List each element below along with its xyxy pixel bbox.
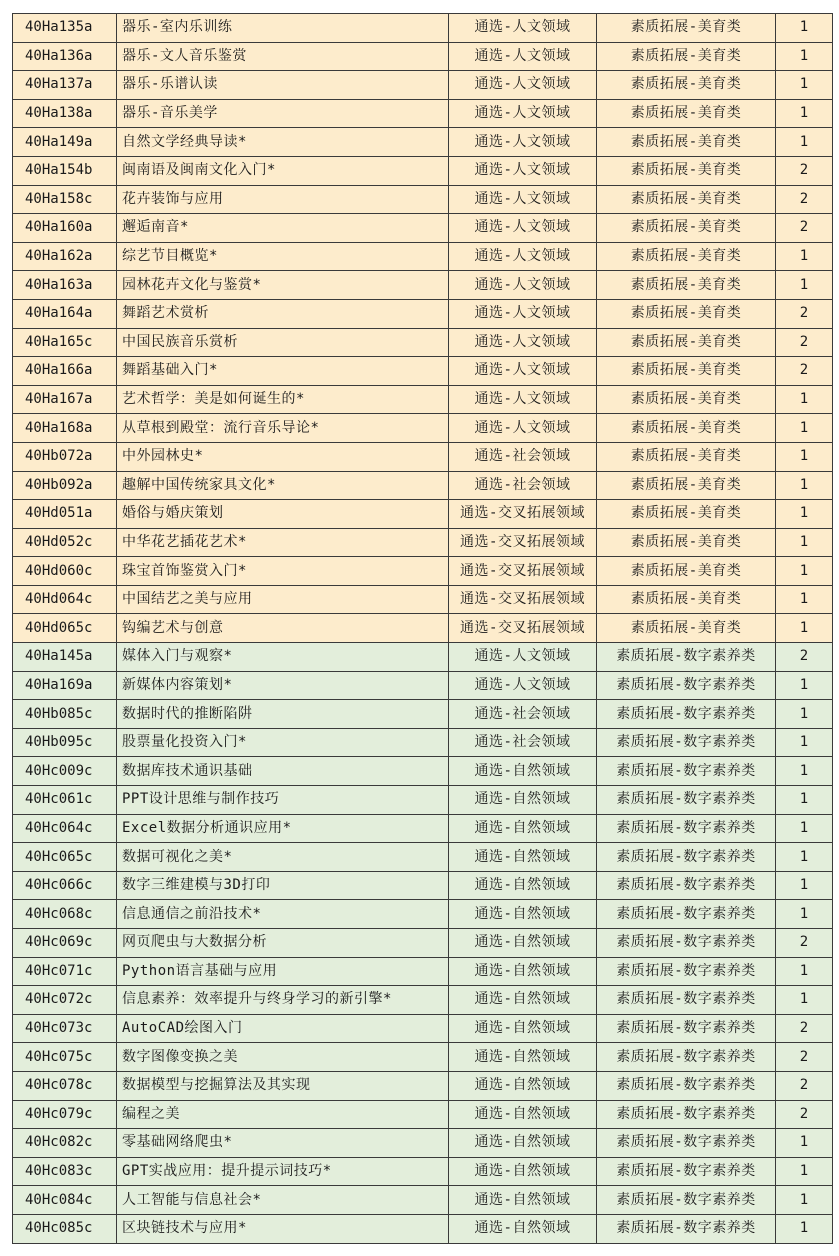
course-domain-cell: 通选-社会领域 [449,700,597,729]
table-row [13,585,833,614]
table-row [13,42,833,71]
course-domain-cell: 通选-交叉拓展领域 [449,500,597,529]
course-name-cell: 信息素养：效率提升与终身学习的新引擎* [117,986,449,1015]
course-domain-cell: 通选-人文领域 [449,128,597,157]
table-row [13,442,833,471]
table-row [13,528,833,557]
course-category-cell: 素质拓展-数字素养类 [597,1129,776,1158]
course-name-cell: 信息通信之前沿技术* [117,900,449,929]
course-category-cell: 素质拓展-数字素养类 [597,929,776,958]
course-credit-cell: 1 [776,786,833,815]
course-name-cell: AutoCAD绘图入门 [117,1014,449,1043]
course-category-cell: 素质拓展-美育类 [597,500,776,529]
course-domain-cell: 通选-人文领域 [449,242,597,271]
course-credit-cell: 1 [776,814,833,843]
course-domain-cell: 通选-人文领域 [449,328,597,357]
course-name-cell: 数字图像变换之美 [117,1043,449,1072]
course-domain-cell: 通选-自然领域 [449,871,597,900]
table-row [13,671,833,700]
course-name-cell: 闽南语及闽南文化入门* [117,156,449,185]
course-category-cell: 素质拓展-数字素养类 [597,700,776,729]
course-code-cell: 40Ha162a [13,242,117,271]
table-row [13,757,833,786]
course-category-cell: 素质拓展-美育类 [597,185,776,214]
course-domain-cell: 通选-自然领域 [449,843,597,872]
course-table-body [13,14,833,1244]
course-code-cell: 40Hc078c [13,1071,117,1100]
table-row [13,71,833,100]
course-code-cell: 40Hc072c [13,986,117,1015]
table-row [13,471,833,500]
course-name-cell: 趣解中国传统家具文化* [117,471,449,500]
course-code-cell: 40Hc065c [13,843,117,872]
table-row [13,1214,833,1243]
course-category-cell: 素质拓展-数字素养类 [597,728,776,757]
course-credit-cell: 1 [776,242,833,271]
course-name-cell: 舞蹈基础入门* [117,357,449,386]
course-name-cell: 编程之美 [117,1100,449,1129]
course-category-cell: 素质拓展-数字素养类 [597,786,776,815]
course-domain-cell: 通选-人文领域 [449,414,597,443]
course-domain-cell: 通选-交叉拓展领域 [449,528,597,557]
course-code-cell: 40Hd060c [13,557,117,586]
course-code-cell: 40Hc009c [13,757,117,786]
course-code-cell: 40Hc066c [13,871,117,900]
course-category-cell: 素质拓展-美育类 [597,414,776,443]
course-code-cell: 40Hc075c [13,1043,117,1072]
course-name-cell: 区块链技术与应用* [117,1214,449,1243]
course-domain-cell: 通选-人文领域 [449,14,597,43]
course-category-cell: 素质拓展-美育类 [597,214,776,243]
course-credit-cell: 1 [776,585,833,614]
course-name-cell: Python语言基础与应用 [117,957,449,986]
course-code-cell: 40Hd052c [13,528,117,557]
course-category-cell: 素质拓展-美育类 [597,99,776,128]
table-row [13,214,833,243]
course-category-cell: 素质拓展-数字素养类 [597,843,776,872]
course-name-cell: 中外园林史* [117,442,449,471]
course-category-cell: 素质拓展-美育类 [597,271,776,300]
course-credit-cell: 1 [776,71,833,100]
course-category-cell: 素质拓展-数字素养类 [597,1014,776,1043]
table-row [13,1186,833,1215]
course-code-cell: 40Hc085c [13,1214,117,1243]
course-credit-cell: 1 [776,42,833,71]
course-code-cell: 40Ha166a [13,357,117,386]
course-category-cell: 素质拓展-美育类 [597,357,776,386]
course-domain-cell: 通选-自然领域 [449,957,597,986]
course-credit-cell: 2 [776,214,833,243]
course-code-cell: 40Ha138a [13,99,117,128]
course-code-cell: 40Hc064c [13,814,117,843]
course-category-cell: 素质拓展-数字素养类 [597,643,776,672]
table-row [13,99,833,128]
course-code-cell: 40Ha165c [13,328,117,357]
course-name-cell: 器乐-乐谱认读 [117,71,449,100]
course-category-cell: 素质拓展-美育类 [597,71,776,100]
course-credit-cell: 2 [776,299,833,328]
course-code-cell: 40Ha163a [13,271,117,300]
course-category-cell: 素质拓展-美育类 [597,328,776,357]
table-row [13,643,833,672]
table-row [13,414,833,443]
course-domain-cell: 通选-自然领域 [449,1214,597,1243]
course-credit-cell: 1 [776,557,833,586]
course-name-cell: Excel数据分析通识应用* [117,814,449,843]
course-domain-cell: 通选-人文领域 [449,99,597,128]
course-code-cell: 40Ha136a [13,42,117,71]
course-category-cell: 素质拓展-美育类 [597,14,776,43]
course-domain-cell: 通选-自然领域 [449,1186,597,1215]
course-domain-cell: 通选-交叉拓展领域 [449,585,597,614]
course-code-cell: 40Ha145a [13,643,117,672]
course-domain-cell: 通选-自然领域 [449,929,597,958]
course-code-cell: 40Ha137a [13,71,117,100]
course-credit-cell: 1 [776,843,833,872]
course-domain-cell: 通选-人文领域 [449,214,597,243]
course-category-cell: 素质拓展-数字素养类 [597,757,776,786]
course-category-cell: 素质拓展-美育类 [597,528,776,557]
course-category-cell: 素质拓展-数字素养类 [597,814,776,843]
course-credit-cell: 1 [776,471,833,500]
course-domain-cell: 通选-交叉拓展领域 [449,614,597,643]
course-name-cell: 自然文学经典导读* [117,128,449,157]
course-name-cell: 中国民族音乐赏析 [117,328,449,357]
course-credit-cell: 1 [776,614,833,643]
course-category-cell: 素质拓展-美育类 [597,557,776,586]
course-domain-cell: 通选-人文领域 [449,271,597,300]
table-row [13,242,833,271]
table-row [13,814,833,843]
course-category-cell: 素质拓展-数字素养类 [597,1071,776,1100]
course-code-cell: 40Hc084c [13,1186,117,1215]
course-credit-cell: 1 [776,442,833,471]
course-code-cell: 40Hc069c [13,929,117,958]
course-domain-cell: 通选-自然领域 [449,1014,597,1043]
course-category-cell: 素质拓展-数字素养类 [597,957,776,986]
course-credit-cell: 1 [776,271,833,300]
course-code-cell: 40Hd065c [13,614,117,643]
course-name-cell: 数字三维建模与3D打印 [117,871,449,900]
course-credit-cell: 2 [776,185,833,214]
table-row [13,700,833,729]
course-code-cell: 40Hc061c [13,786,117,815]
course-credit-cell: 1 [776,871,833,900]
course-name-cell: 股票量化投资入门* [117,728,449,757]
course-code-cell: 40Hc083c [13,1157,117,1186]
table-row [13,328,833,357]
course-code-cell: 40Hb095c [13,728,117,757]
course-name-cell: 新媒体内容策划* [117,671,449,700]
course-name-cell: 媒体入门与观察* [117,643,449,672]
course-code-cell: 40Ha135a [13,14,117,43]
course-domain-cell: 通选-人文领域 [449,299,597,328]
course-name-cell: 零基础网络爬虫* [117,1129,449,1158]
course-code-cell: 40Ha149a [13,128,117,157]
course-credit-cell: 2 [776,643,833,672]
course-name-cell: 艺术哲学：美是如何诞生的* [117,385,449,414]
course-domain-cell: 通选-自然领域 [449,786,597,815]
table-row [13,871,833,900]
course-category-cell: 素质拓展-美育类 [597,471,776,500]
course-credit-cell: 1 [776,528,833,557]
table-row [13,1157,833,1186]
course-name-cell: 婚俗与婚庆策划 [117,500,449,529]
course-credit-cell: 2 [776,929,833,958]
course-domain-cell: 通选-自然领域 [449,1043,597,1072]
course-name-cell: 邂逅南音* [117,214,449,243]
course-credit-cell: 1 [776,900,833,929]
course-name-cell: 数据可视化之美* [117,843,449,872]
course-domain-cell: 通选-人文领域 [449,42,597,71]
table-row [13,357,833,386]
course-domain-cell: 通选-人文领域 [449,71,597,100]
course-category-cell: 素质拓展-数字素养类 [597,671,776,700]
course-credit-cell: 1 [776,986,833,1015]
course-category-cell: 素质拓展-美育类 [597,128,776,157]
course-category-cell: 素质拓展-美育类 [597,156,776,185]
course-code-cell: 40Hb085c [13,700,117,729]
table-row [13,843,833,872]
course-credit-cell: 2 [776,328,833,357]
course-code-cell: 40Ha164a [13,299,117,328]
course-category-cell: 素质拓展-数字素养类 [597,986,776,1015]
course-category-cell: 素质拓展-数字素养类 [597,900,776,929]
table-row [13,1014,833,1043]
table-row [13,929,833,958]
course-credit-cell: 1 [776,671,833,700]
course-name-cell: 数据库技术通识基础 [117,757,449,786]
course-code-cell: 40Ha158c [13,185,117,214]
course-category-cell: 素质拓展-数字素养类 [597,1214,776,1243]
course-credit-cell: 1 [776,99,833,128]
course-credit-cell: 1 [776,128,833,157]
course-domain-cell: 通选-人文领域 [449,357,597,386]
course-domain-cell: 通选-自然领域 [449,757,597,786]
course-code-cell: 40Hd064c [13,585,117,614]
course-credit-cell: 1 [776,500,833,529]
course-name-cell: 从草根到殿堂：流行音乐导论* [117,414,449,443]
course-code-cell: 40Hb072a [13,442,117,471]
course-domain-cell: 通选-社会领域 [449,442,597,471]
table-row [13,557,833,586]
course-code-cell: 40Ha168a [13,414,117,443]
course-name-cell: 数据模型与挖掘算法及其实现 [117,1071,449,1100]
table-row [13,156,833,185]
course-code-cell: 40Ha167a [13,385,117,414]
course-domain-cell: 通选-自然领域 [449,900,597,929]
course-credit-cell: 2 [776,1043,833,1072]
table-row [13,299,833,328]
table-row [13,728,833,757]
course-domain-cell: 通选-人文领域 [449,185,597,214]
table-row [13,786,833,815]
course-credit-cell: 2 [776,1100,833,1129]
course-name-cell: 钩编艺术与创意 [117,614,449,643]
course-code-cell: 40Hc082c [13,1129,117,1158]
course-name-cell: 器乐-室内乐训练 [117,14,449,43]
course-credit-cell: 1 [776,414,833,443]
course-category-cell: 素质拓展-美育类 [597,242,776,271]
course-credit-cell: 1 [776,385,833,414]
course-category-cell: 素质拓展-美育类 [597,299,776,328]
table-row [13,957,833,986]
course-credit-cell: 1 [776,1157,833,1186]
course-domain-cell: 通选-人文领域 [449,643,597,672]
course-category-cell: 素质拓展-美育类 [597,42,776,71]
table-row [13,986,833,1015]
course-code-cell: 40Ha169a [13,671,117,700]
course-code-cell: 40Hc068c [13,900,117,929]
course-domain-cell: 通选-人文领域 [449,385,597,414]
table-row [13,1100,833,1129]
course-domain-cell: 通选-人文领域 [449,671,597,700]
course-domain-cell: 通选-自然领域 [449,814,597,843]
table-row [13,1043,833,1072]
course-credit-cell: 1 [776,1129,833,1158]
course-category-cell: 素质拓展-美育类 [597,585,776,614]
course-domain-cell: 通选-人文领域 [449,156,597,185]
course-name-cell: 舞蹈艺术赏析 [117,299,449,328]
course-name-cell: 综艺节目概览* [117,242,449,271]
course-credit-cell: 2 [776,1014,833,1043]
table-row [13,14,833,43]
table-row [13,500,833,529]
course-name-cell: 网页爬虫与大数据分析 [117,929,449,958]
table-row [13,185,833,214]
course-name-cell: 数据时代的推断陷阱 [117,700,449,729]
course-domain-cell: 通选-自然领域 [449,1071,597,1100]
course-table [12,13,833,1244]
course-name-cell: 园林花卉文化与鉴赏* [117,271,449,300]
course-name-cell: 中国结艺之美与应用 [117,585,449,614]
course-category-cell: 素质拓展-数字素养类 [597,1157,776,1186]
course-code-cell: 40Hc073c [13,1014,117,1043]
course-name-cell: 器乐-文人音乐鉴赏 [117,42,449,71]
course-code-cell: 40Ha160a [13,214,117,243]
course-credit-cell: 1 [776,14,833,43]
course-domain-cell: 通选-交叉拓展领域 [449,557,597,586]
table-row [13,1071,833,1100]
course-code-cell: 40Ha154b [13,156,117,185]
course-category-cell: 素质拓展-数字素养类 [597,871,776,900]
course-credit-cell: 1 [776,957,833,986]
table-row [13,385,833,414]
course-domain-cell: 通选-社会领域 [449,728,597,757]
course-domain-cell: 通选-自然领域 [449,1100,597,1129]
table-row [13,128,833,157]
course-code-cell: 40Hc071c [13,957,117,986]
course-credit-cell: 1 [776,700,833,729]
table-row [13,1129,833,1158]
course-credit-cell: 2 [776,1071,833,1100]
course-category-cell: 素质拓展-美育类 [597,385,776,414]
course-name-cell: 中华花艺插花艺术* [117,528,449,557]
course-name-cell: PPT设计思维与制作技巧 [117,786,449,815]
table-row [13,614,833,643]
table-row [13,900,833,929]
course-category-cell: 素质拓展-数字素养类 [597,1186,776,1215]
course-category-cell: 素质拓展-数字素养类 [597,1100,776,1129]
course-credit-cell: 2 [776,357,833,386]
course-category-cell: 素质拓展-数字素养类 [597,1043,776,1072]
course-code-cell: 40Hb092a [13,471,117,500]
course-domain-cell: 通选-自然领域 [449,1129,597,1158]
course-code-cell: 40Hd051a [13,500,117,529]
course-credit-cell: 1 [776,1186,833,1215]
course-domain-cell: 通选-自然领域 [449,986,597,1015]
course-category-cell: 素质拓展-美育类 [597,614,776,643]
course-name-cell: GPT实战应用：提升提示词技巧* [117,1157,449,1186]
course-code-cell: 40Hc079c [13,1100,117,1129]
table-row [13,271,833,300]
course-name-cell: 器乐-音乐美学 [117,99,449,128]
course-credit-cell: 1 [776,757,833,786]
course-name-cell: 人工智能与信息社会* [117,1186,449,1215]
course-credit-cell: 1 [776,1214,833,1243]
course-credit-cell: 2 [776,156,833,185]
course-credit-cell: 1 [776,728,833,757]
course-name-cell: 珠宝首饰鉴赏入门* [117,557,449,586]
course-name-cell: 花卉装饰与应用 [117,185,449,214]
course-domain-cell: 通选-自然领域 [449,1157,597,1186]
course-domain-cell: 通选-社会领域 [449,471,597,500]
course-category-cell: 素质拓展-美育类 [597,442,776,471]
